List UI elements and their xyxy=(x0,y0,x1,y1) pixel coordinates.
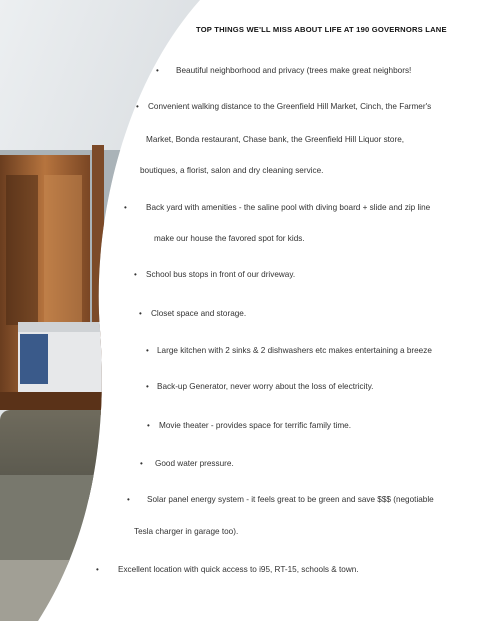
list-item-text: Back yard with amenities - the saline pool with diving board + slide and zip line xyxy=(146,203,431,212)
page-title: TOP THINGS WE'LL MISS ABOUT LIFE AT 190 GOVERNORS LANE xyxy=(196,25,447,34)
list-item-text: make our house the favored spot for kids. xyxy=(154,234,305,243)
list-item-text: Large kitchen with 2 sinks & 2 dishwashers etc makes entertaining a breeze xyxy=(157,346,432,355)
list-item-text: Convenient walking distance to the Greenfield Hill Market, Cinch, the Farmer's xyxy=(148,102,432,111)
list-bullet: • xyxy=(146,382,149,391)
list-bullet: • xyxy=(147,421,150,430)
list-bullet: • xyxy=(136,102,139,111)
list-bullet: • xyxy=(139,309,142,318)
list-item-text: Closet space and storage. xyxy=(151,309,247,318)
list-bullet: • xyxy=(146,346,149,355)
list-bullet: • xyxy=(134,270,137,279)
list-item-text: Beautiful neighborhood and privacy (trees make great neighbors! xyxy=(176,66,412,75)
list-item-text: School bus stops in front of our driveway. xyxy=(146,270,296,279)
list-bullet: • xyxy=(124,203,127,212)
list-item-text: Back-up Generator, never worry about the loss of electricity. xyxy=(157,382,374,391)
list-item-text: Good water pressure. xyxy=(155,459,234,468)
list-item-text: Solar panel energy system - it feels great to be green and save $$$ (negotiable xyxy=(147,495,434,504)
list-item-text: Movie theater - provides space for terrific family time. xyxy=(159,421,352,430)
list-bullet: • xyxy=(140,459,143,468)
list-item-text: Tesla charger in garage too). xyxy=(134,527,239,536)
list-item-text: Excellent location with quick access to i95, RT-15, schools & town. xyxy=(118,565,359,574)
list-item-text: boutiques, a florist, salon and dry cleaning service. xyxy=(140,166,324,175)
list-bullet: • xyxy=(127,495,130,504)
list-bullet: • xyxy=(156,66,159,75)
list-bullet: • xyxy=(96,565,99,574)
list-item-text: Market, Bonda restaurant, Chase bank, the Greenfield Hill Liquor store, xyxy=(146,135,405,144)
